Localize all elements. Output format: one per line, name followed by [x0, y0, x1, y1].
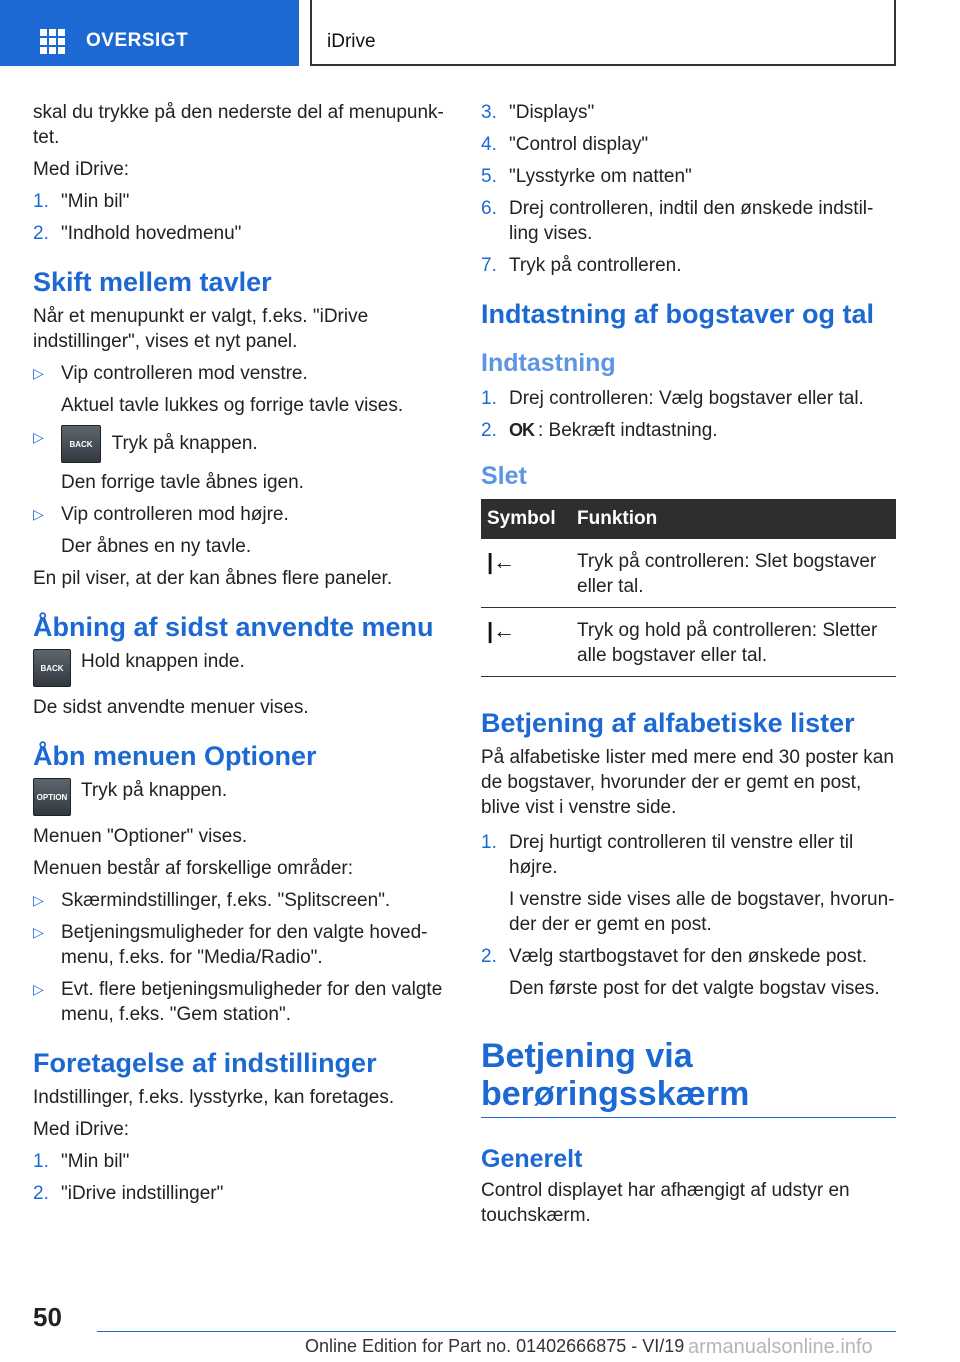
heading-input: Indtastning af bogstaver og tal	[481, 299, 875, 329]
table-row	[481, 539, 896, 608]
heading-touchscreen: Betjening via berøringsskærm	[481, 1037, 896, 1118]
list-item: 2. OK : Bekræft indtastning.	[481, 420, 718, 441]
symbol-table	[481, 499, 896, 677]
heading-alpha-lists: Betjening af alfabetiske lister	[481, 708, 855, 738]
options-text2: Menuen består af forskellige områder:	[33, 858, 353, 879]
steps-list	[33, 189, 448, 246]
overview-tab[interactable]	[0, 0, 299, 66]
heading-settings: Foretagelse af indstillinger	[33, 1048, 377, 1078]
settings-text2: Med iDrive:	[33, 1119, 130, 1140]
footer-edition: Online Edition for Part no. 01402666875 - VI/19	[305, 1336, 685, 1356]
switch-text: Når et menupunkt er valgt, f.eks. "iDrive indstillinger", vises et nyt panel.	[33, 306, 369, 352]
switch-bullets	[33, 361, 448, 559]
list-item: ▷ Vip controlleren mod venstre. Aktuel tavle lukkes og forrige tavle vises.	[33, 363, 404, 416]
top-bar	[0, 0, 960, 66]
table-row	[481, 608, 896, 677]
overview-tab-label: OVERSIGT	[86, 30, 189, 51]
table-cell: Tryk på controlleren: Slet bogstaver eller tal.	[571, 539, 896, 608]
options-bullets	[33, 888, 448, 1027]
chapter-title: iDrive	[327, 31, 376, 52]
table-header-function: Funktion	[571, 499, 896, 539]
alpha-text: På alfabetiske lister med mere end 30 poster kan de bogstaver, hvorunder der er gemt en post, blive vist i venstre side.	[481, 747, 894, 818]
alpha-list	[481, 830, 896, 1001]
settings-text: Indstillinger, f.eks. lysstyrke, kan foretages.	[33, 1087, 395, 1108]
continued-steps-list	[481, 100, 896, 278]
chapter-title-tab	[310, 0, 896, 66]
heading-last-menu: Åbning af sidst anvendte menu	[33, 612, 434, 642]
delete-icon: |←	[481, 539, 571, 608]
left-column	[33, 100, 448, 1213]
intro-text: skal du trykke på den nederste del af menupunk‐tet.	[33, 102, 444, 148]
ok-icon: OK	[509, 420, 534, 440]
page-number: 50	[33, 1302, 62, 1332]
list-item: ▷ BACK Tryk på knappen. Den forrige tavle åbnes igen.	[33, 425, 448, 495]
option-button-image: OPTION	[33, 778, 71, 816]
back-button-image: BACK	[61, 425, 101, 463]
list-item: 3. "Displays"	[481, 102, 595, 123]
heading-options: Åbn menuen Optioner	[33, 741, 317, 771]
list-item: 1. "Min bil"	[33, 1151, 130, 1172]
list-item: 7. Tryk på controlleren.	[481, 255, 682, 276]
grid-menu-icon	[40, 29, 66, 55]
hold-button-text: Hold knappen inde.	[81, 651, 245, 672]
table-header-symbol: Symbol	[481, 499, 571, 539]
table-cell: Tryk og hold på controlleren: Sletter alle bogstaver eller tal.	[571, 608, 896, 677]
with-idrive-text: Med iDrive:	[33, 159, 130, 180]
subheading-general: Generelt	[481, 1145, 583, 1173]
list-item: 5. "Lysstyrke om natten"	[481, 166, 692, 187]
press-button-text: Tryk på knappen.	[81, 780, 228, 801]
last-menu-text: De sidst anvendte menuer vises.	[33, 697, 309, 718]
list-item: 1. "Min bil"	[33, 191, 130, 212]
list-item: 1. Drej controlleren: Vælg bogstaver eller tal.	[481, 388, 864, 409]
general-text: Control displayet har afhængigt af udstyr en touchskærm.	[481, 1180, 850, 1226]
list-item: ▷ Skærmindstillinger, f.eks. "Splitscreen".	[33, 890, 391, 911]
footer-divider	[97, 1331, 896, 1332]
back-button-image: BACK	[33, 649, 71, 687]
right-column	[481, 100, 896, 1235]
list-item: 2. "Indhold hovedmenu"	[33, 223, 242, 244]
switch-note: En pil viser, at der kan åbnes flere paneler.	[33, 568, 393, 589]
list-item: 2. "iDrive indstillinger"	[33, 1183, 224, 1204]
list-item: 4. "Control display"	[481, 134, 649, 155]
delete-all-icon: |←	[481, 608, 571, 677]
watermark: armanualsonline.info	[688, 1336, 873, 1358]
list-item: ▷ Betjeningsmuligheder for den valgte hoved‐menu, f.eks. for "Media/Radio".	[33, 922, 428, 968]
subheading-delete: Slet	[481, 462, 527, 490]
list-item: ▷ Evt. flere betjeningsmuligheder for den valgte menu, f.eks. "Gem station".	[33, 979, 443, 1025]
option-button-row	[33, 778, 448, 816]
input-list	[481, 386, 896, 443]
list-item: 2. Vælg startbogstavet for den ønskede post. Den første post for det valgte bogstav vises.	[481, 946, 880, 999]
settings-list	[33, 1149, 448, 1206]
list-item: 1. Drej hurtigt controlleren til venstre eller til højre. I venstre side vises alle de bogstaver, hvorun‐der der er gemt en post.	[481, 832, 895, 935]
heading-switch-panels: Skift mellem tavler	[33, 267, 272, 297]
options-text1: Menuen "Optioner" vises.	[33, 826, 248, 847]
subheading-input: Indtastning	[481, 349, 616, 377]
list-item: ▷ Vip controlleren mod højre. Der åbnes en ny tavle.	[33, 504, 289, 557]
list-item: 6. Drej controlleren, indtil den ønskede indstil‐ling vises.	[481, 198, 874, 244]
back-button-row	[33, 649, 448, 687]
